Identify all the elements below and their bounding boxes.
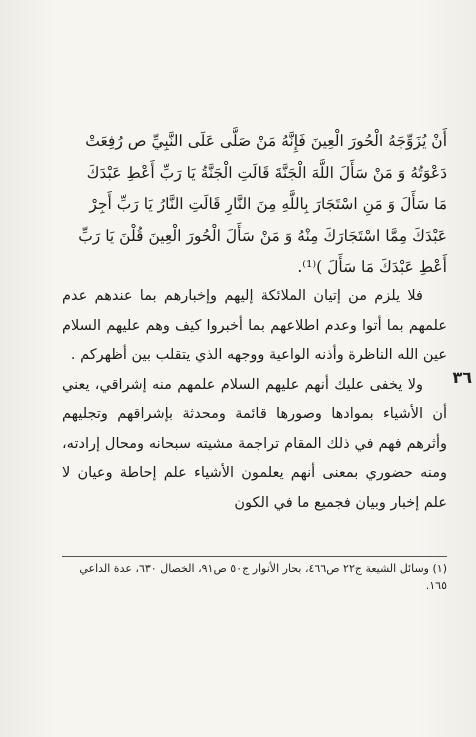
paragraph: فلا يلزم من إتيان الملائكة إليهم وإخبارهم بما عندهم عدم علمهم بما أتوا وعدم اطلاعهم بما أخبروا كيف وهم عليهم السلام عين الله الناظرة وأذنه الواعية ووجهه الذي يتقلب بين أظهركم .: [62, 288, 447, 363]
paragraph: ولا يخفى عليك أنهم عليهم السلام علمهم منه إشراقي، يعني أن الأشياء بموادها وصورها قائمة ومحدثة بإشراقهم وتجليهم وأثرهم فهم في ذلك المقام تراجمة مشيته سبحانه ومحال إرادته، ومنه حضوري بمعنى أنهم يعلمون الأشياء علم إحاطة وعيان لا علم إخبار وبيان فجميع ما في الكون: [62, 376, 447, 511]
footnote: (١) وسائل الشيعة ج٢٢ ص٤٦٦، بحار الأنوار ج٥٠ ص٩١، الخصال ٦٣٠، عدة الداعي ١٦٥.: [79, 562, 447, 592]
quote-line: دَعْوَتُهُ وَ مَنْ سَأَلَ اللَّهَ الْجَنَّةَ قَالَتِ الْجَنَّةُ يَا رَبِّ أَعْطِ عَبْدَكَ: [86, 163, 447, 182]
footnote-divider: [62, 556, 447, 557]
body-text: [62, 282, 447, 518]
quote-line: أَنْ يُزَوِّجَهُ الْحُورَ الْعِينَ فَإِنَّهُ مَنْ صَلَّى عَلَى النَّبِيِّ ص رُفِعَتْ: [85, 132, 447, 150]
quote-line: مَا سَأَلَ وَ مَنِ اسْتَجَارَ بِاللَّهِ مِنَ النَّارِ قَالَتِ النَّارُ يَا رَبِّ أَجِرْ: [89, 195, 447, 213]
hadith-quote: [62, 126, 447, 284]
margin-page-number: ٣٦: [452, 368, 472, 387]
quote-line: عَبْدَكَ مِمَّا اسْتَجَارَكَ مِنْهُ وَ مَنْ سَأَلَ الْحُورَ الْعِينَ قُلْنَ يَا رَبِّ: [78, 226, 447, 245]
quote-line: أَعْطِ عَبْدَكَ مَا سَأَلَ )⁽¹⁾.: [297, 258, 447, 276]
